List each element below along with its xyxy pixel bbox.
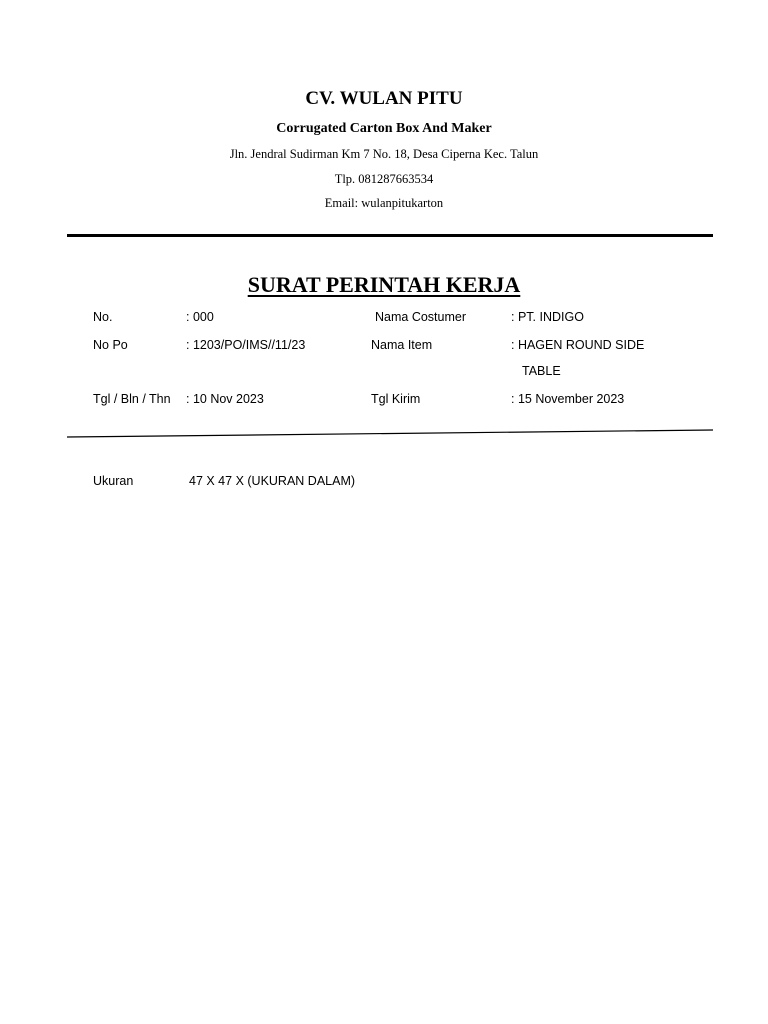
- nama-costumer-value: : PT. INDIGO: [511, 310, 584, 324]
- no-po-label: No Po: [93, 338, 128, 352]
- company-name: CV. WULAN PITU: [305, 88, 463, 109]
- tgl-value: : 10 Nov 2023: [186, 392, 264, 406]
- nama-costumer-label: Nama Costumer: [375, 310, 466, 324]
- tgl-kirim-value: : 15 November 2023: [511, 392, 625, 406]
- nama-item-label: Nama Item: [371, 338, 433, 352]
- no-label: No.: [93, 310, 113, 324]
- tgl-kirim-label: Tgl Kirim: [371, 392, 421, 406]
- section-divider: [67, 428, 713, 440]
- tgl-label: Tgl / Bln / Thn: [93, 392, 171, 406]
- company-phone: Tlp. 081287663534: [334, 172, 434, 186]
- document-title: SURAT PERINTAH KERJA: [247, 272, 521, 297]
- nama-item-value-continued: TABLE: [522, 364, 561, 378]
- no-value: : 000: [186, 310, 214, 324]
- company-address: Jln. Jendral Sudirman Km 7 No. 18, Desa Ciperna Kec. Talun: [229, 147, 539, 161]
- ukuran-label: Ukuran: [93, 474, 134, 488]
- ukuran-value: 47 X 47 X (UKURAN DALAM): [189, 474, 356, 488]
- company-tagline: Corrugated Carton Box And Maker: [276, 121, 492, 136]
- header-divider: [67, 234, 713, 237]
- company-email: Email: wulanpitukarton: [324, 196, 444, 210]
- nama-item-value: : HAGEN ROUND SIDE: [511, 338, 645, 352]
- no-po-value: : 1203/PO/IMS//11/23: [186, 338, 306, 352]
